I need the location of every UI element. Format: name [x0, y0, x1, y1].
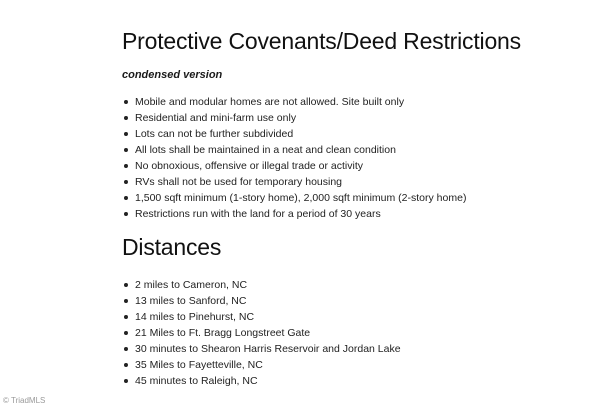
list-item: 2 miles to Cameron, NC [122, 277, 401, 293]
list-item: 45 minutes to Raleigh, NC [122, 373, 401, 389]
list-item: Residential and mini-farm use only [122, 110, 466, 126]
covenants-heading: Protective Covenants/Deed Restrictions [122, 28, 521, 54]
list-item: 30 minutes to Shearon Harris Reservoir and Jordan Lake [122, 341, 401, 357]
list-item: Lots can not be further subdivided [122, 126, 466, 142]
list-item: No obnoxious, offensive or illegal trade or activity [122, 158, 466, 174]
watermark: © TriadMLS [3, 396, 46, 405]
distances-list [122, 277, 401, 389]
list-item: All lots shall be maintained in a neat and clean condition [122, 142, 466, 158]
distances-heading: Distances [122, 234, 222, 260]
list-item: Mobile and modular homes are not allowed. Site built only [122, 94, 466, 110]
list-item: 35 Miles to Fayetteville, NC [122, 357, 401, 373]
list-item: Restrictions run with the land for a period of 30 years [122, 206, 466, 222]
list-item: 1,500 sqft minimum (1-story home), 2,000 sqft minimum (2-story home) [122, 190, 466, 206]
list-item: RVs shall not be used for temporary housing [122, 174, 466, 190]
condensed-version-subtitle: condensed version [122, 69, 223, 81]
list-item: 21 Miles to Ft. Bragg Longstreet Gate [122, 325, 401, 341]
list-item: 13 miles to Sanford, NC [122, 293, 401, 309]
list-item: 14 miles to Pinehurst, NC [122, 309, 401, 325]
covenants-list [122, 94, 466, 222]
